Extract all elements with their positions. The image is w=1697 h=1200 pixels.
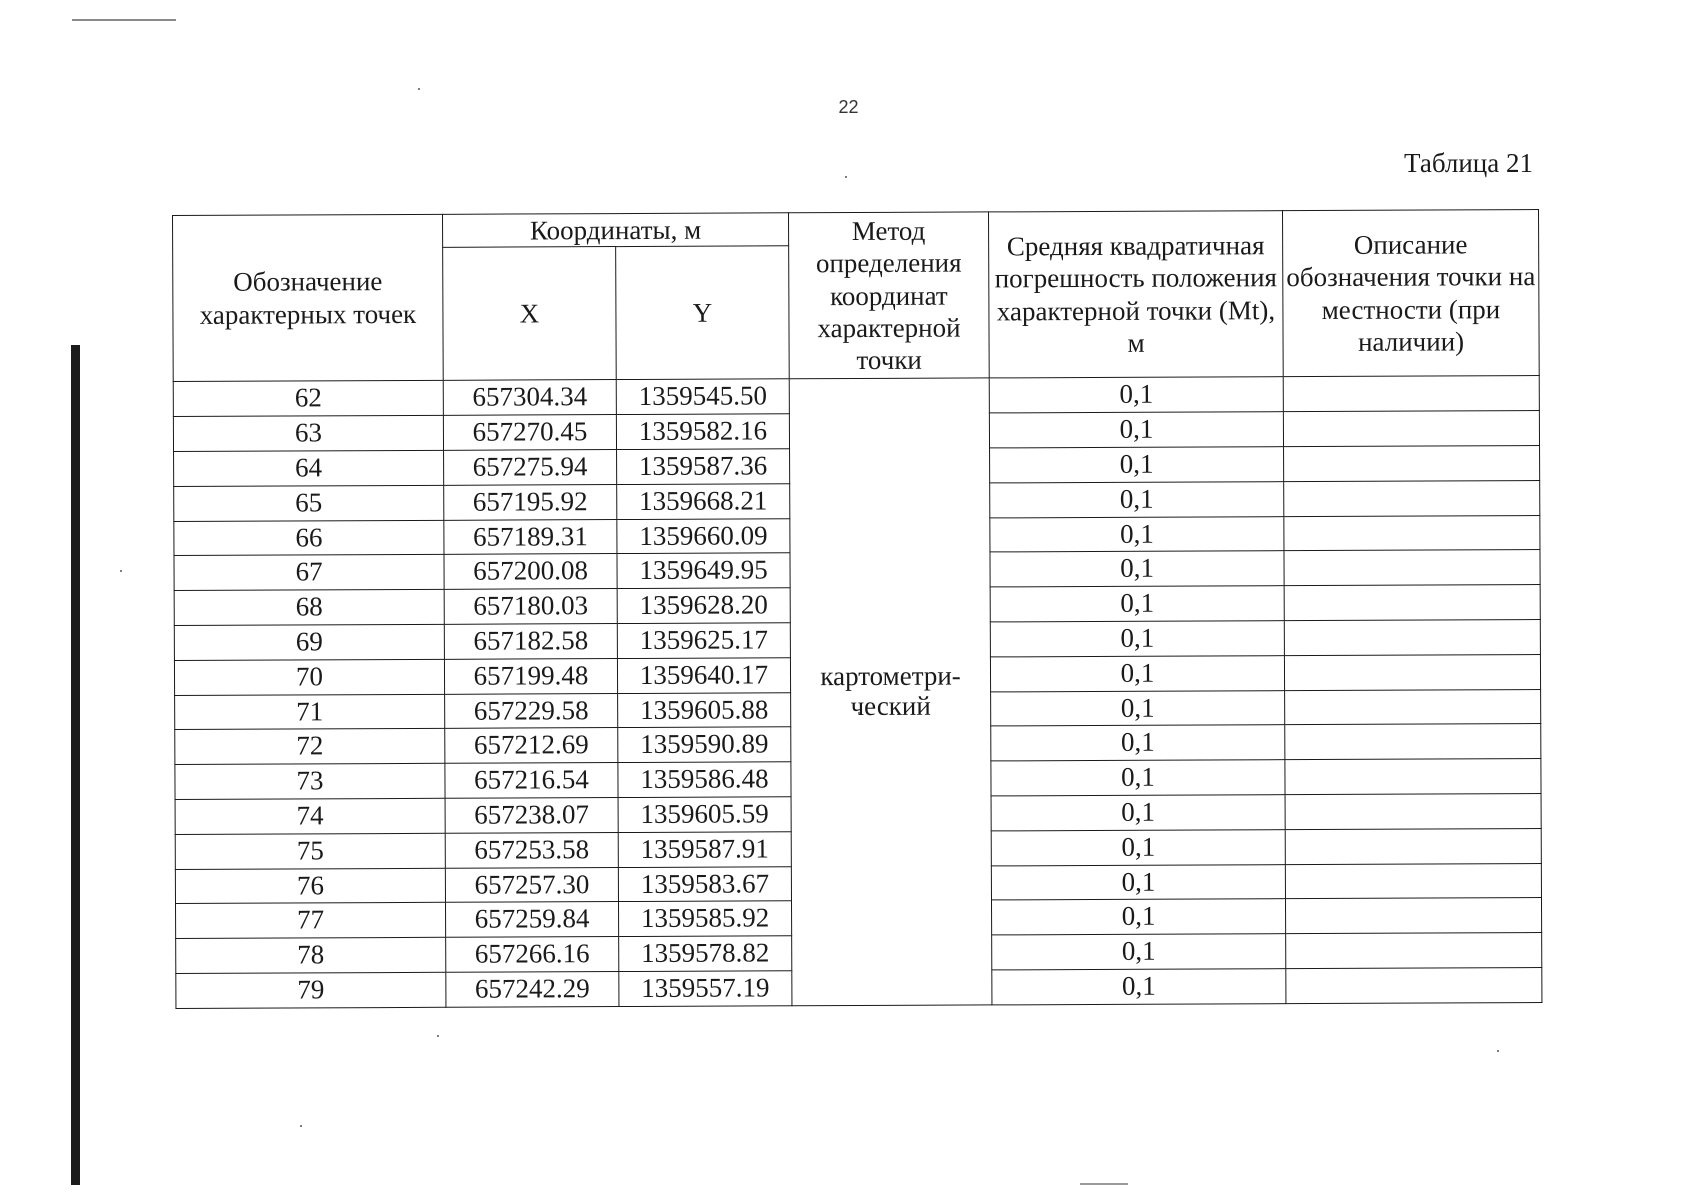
cell-description (1283, 376, 1539, 412)
cell-point: 74 (175, 798, 445, 834)
cell-y: 1359625.17 (617, 623, 790, 659)
cell-description (1284, 550, 1540, 586)
cell-description (1284, 585, 1540, 621)
cell-description (1286, 967, 1542, 1003)
cell-error: 0,1 (991, 795, 1285, 831)
cell-description (1285, 863, 1541, 899)
cell-error: 0,1 (989, 412, 1283, 448)
cell-error: 0,1 (991, 725, 1285, 761)
cell-error: 0,1 (990, 551, 1284, 587)
cell-x: 657229.58 (445, 693, 618, 729)
cell-y: 1359586.48 (618, 762, 791, 798)
cell-point: 64 (174, 450, 444, 486)
scan-speck (1497, 1050, 1499, 1052)
coordinates-table (172, 209, 1542, 1009)
cell-x: 657253.58 (445, 832, 618, 868)
cell-error: 0,1 (992, 899, 1286, 935)
cell-x: 657180.03 (444, 589, 617, 625)
cell-y: 1359668.21 (617, 484, 790, 520)
cell-point: 77 (176, 903, 446, 939)
cell-point: 73 (175, 763, 445, 799)
scan-speck (845, 176, 847, 178)
cell-error: 0,1 (991, 690, 1285, 726)
cell-error: 0,1 (991, 864, 1285, 900)
cell-x: 657212.69 (445, 728, 618, 764)
cell-point: 62 (173, 381, 443, 417)
cell-point: 70 (174, 659, 444, 695)
cell-error: 0,1 (990, 481, 1284, 517)
header-coordinates: Координаты, м (442, 213, 788, 248)
header-method: Метод определения координат характерной точки (789, 212, 990, 379)
cell-x: 657270.45 (443, 415, 616, 451)
scan-speck (437, 1035, 439, 1037)
cell-description (1286, 933, 1542, 969)
cell-error: 0,1 (989, 377, 1283, 413)
table-body (173, 376, 1542, 1008)
cell-y: 1359649.95 (617, 553, 790, 589)
cell-point: 71 (175, 694, 445, 730)
cell-description (1285, 828, 1541, 864)
cell-error: 0,1 (992, 969, 1286, 1005)
cell-y: 1359605.88 (618, 692, 791, 728)
cell-x: 657189.31 (444, 519, 617, 555)
page-number: 22 (838, 97, 859, 117)
cell-point: 63 (173, 416, 443, 452)
cell-error: 0,1 (990, 516, 1284, 552)
cell-y: 1359545.50 (616, 379, 789, 415)
cell-point: 65 (174, 485, 444, 521)
cell-point: 66 (174, 520, 444, 556)
cell-error: 0,1 (992, 934, 1286, 970)
cell-point: 75 (175, 833, 445, 869)
cell-point: 72 (175, 729, 445, 765)
scan-speck (120, 570, 122, 572)
cell-y: 1359590.89 (618, 727, 791, 763)
cell-error: 0,1 (990, 586, 1284, 622)
cell-y: 1359582.16 (616, 414, 789, 450)
scan-speck (300, 1125, 302, 1127)
cell-y: 1359557.19 (619, 971, 792, 1007)
cell-error: 0,1 (991, 760, 1285, 796)
cell-x: 657266.16 (446, 937, 619, 973)
cell-x: 657182.58 (444, 624, 617, 660)
cell-description (1286, 898, 1542, 934)
scan-edge-bottom (1080, 1183, 1128, 1185)
cell-y: 1359640.17 (617, 658, 790, 694)
cell-x: 657257.30 (445, 867, 618, 903)
cell-x: 657259.84 (446, 902, 619, 938)
cell-x: 657304.34 (443, 380, 616, 416)
header-point-designation: Обозначение характерных точек (173, 214, 444, 382)
header-error: Средняя квадратичная погрешность положения характерной точки (Mt), м (989, 211, 1284, 379)
header-description: Описание обозначения точки на местности (при наличии) (1283, 210, 1540, 378)
cell-description (1284, 515, 1540, 551)
cell-x: 657242.29 (446, 971, 619, 1007)
cell-point: 69 (174, 624, 444, 660)
cell-description (1284, 654, 1540, 690)
cell-point: 79 (176, 972, 446, 1008)
cell-y: 1359587.36 (617, 449, 790, 485)
cell-y: 1359583.67 (618, 866, 791, 902)
cell-description (1285, 724, 1541, 760)
cell-error: 0,1 (990, 655, 1284, 691)
cell-description (1284, 480, 1540, 516)
cell-method: картометри- ческий (789, 378, 992, 1005)
scan-speck (418, 88, 420, 90)
cell-description (1285, 759, 1541, 795)
cell-description (1284, 446, 1540, 482)
cell-error: 0,1 (990, 447, 1284, 483)
cell-point: 68 (174, 589, 444, 625)
table-row (173, 376, 1539, 417)
cell-x: 657275.94 (444, 450, 617, 486)
cell-description (1283, 411, 1539, 447)
table-label: Таблица 21 (1404, 148, 1533, 178)
cell-y: 1359628.20 (617, 588, 790, 624)
cell-point: 67 (174, 555, 444, 591)
cell-x: 657199.48 (444, 658, 617, 694)
header-y: Y (616, 246, 790, 380)
cell-y: 1359605.59 (618, 797, 791, 833)
cell-y: 1359585.92 (619, 901, 792, 937)
cell-y: 1359578.82 (619, 936, 792, 972)
cell-y: 1359587.91 (618, 832, 791, 868)
cell-point: 76 (175, 868, 445, 904)
cell-x: 657238.07 (445, 798, 618, 834)
scan-binding-edge (71, 345, 80, 1185)
cell-x: 657216.54 (445, 763, 618, 799)
cell-error: 0,1 (990, 621, 1284, 657)
cell-description (1285, 793, 1541, 829)
cell-x: 657195.92 (444, 484, 617, 520)
cell-y: 1359660.09 (617, 518, 790, 554)
cell-description (1285, 689, 1541, 725)
cell-description (1284, 620, 1540, 656)
scan-edge-top (72, 19, 176, 21)
cell-point: 78 (176, 937, 446, 973)
cell-x: 657200.08 (444, 554, 617, 590)
cell-error: 0,1 (991, 829, 1285, 865)
header-x: X (443, 247, 617, 381)
